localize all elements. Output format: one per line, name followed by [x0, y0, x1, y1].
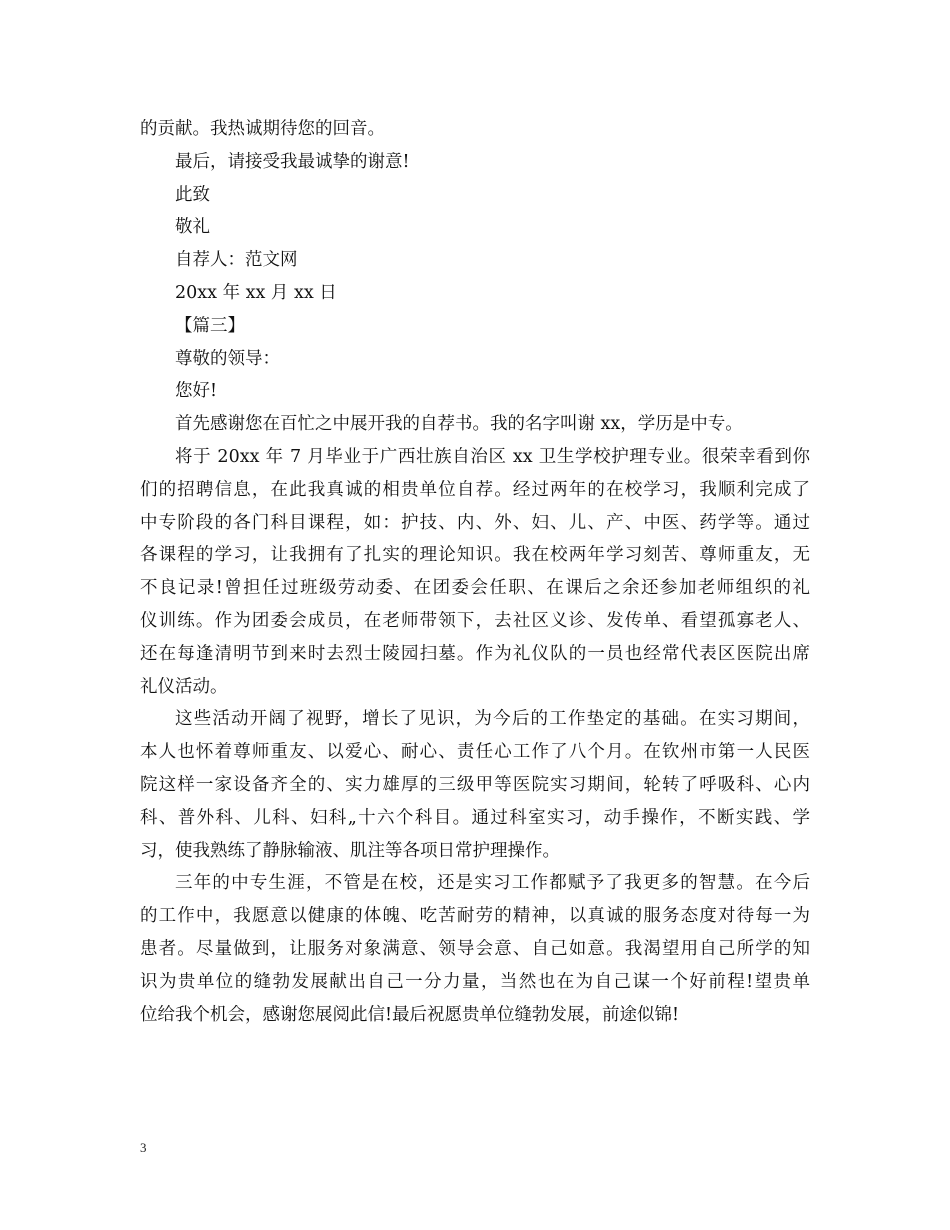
text-line: 20xx 年 xx 月 xx 日: [175, 282, 337, 303]
text-line: 习，使我熟练了静脉输液、肌注等各项日常护理操作。: [140, 840, 560, 861]
text-line: 三年的中专生涯，不管是在校，还是实习工作都赋予了我更多的智慧。在今后: [175, 873, 810, 894]
text-line: 的贡献。我热诚期待您的回音。: [140, 119, 385, 139]
text-line: 中专阶段的各门科目课程，如：护技、内、外、妇、儿、产、中医、药学等。通过: [140, 512, 810, 533]
text-line: 【篇三】: [175, 315, 245, 336]
text-line: 们的招聘信息，在此我真诚的相贵单位自荐。经过两年的在校学习，我顺利完成了: [140, 479, 810, 500]
text-line: 首先感谢您在百忙之中展开我的自荐书。我的名字叫谢 xx，学历是中专。: [175, 414, 743, 435]
text-line: 不良记录!曾担任过班级劳动委、在团委会任职、在课后之余还参加老师组织的礼: [140, 578, 810, 599]
text-line: 敬礼: [175, 217, 210, 238]
text-line: 将于 20xx 年 7 月毕业于广西壮族自治区 xx 卫生学校护理专业。很荣幸看到你: [175, 446, 810, 467]
text-line: 院这样一家设备齐全的、实力雄厚的三级甲等医院实习期间，轮转了呼吸科、心内: [140, 774, 810, 795]
page-number: 3: [140, 1140, 147, 1155]
document-body: [140, 113, 810, 1031]
text-line: 最后，请接受我最诚挚的谢意!: [175, 151, 410, 172]
text-line: 各课程的学习，让我拥有了扎实的理论知识。我在校两年学习刻苦、尊师重友，无: [140, 545, 810, 566]
text-line: 本人也怀着尊师重友、以爱心、耐心、责任心工作了八个月。在钦州市第一人民医: [140, 742, 810, 763]
text-line: 患者。尽量做到，让服务对象满意、领导会意、自己如意。我渴望用自己所学的知: [140, 938, 810, 959]
text-line: 科、普外科、儿科、妇科„十六个科目。通过科室实习，动手操作，不断实践、学: [140, 807, 810, 828]
text-line: 自荐人：范文网: [175, 250, 298, 271]
text-line: 还在每逢清明节到来时去烈士陵园扫墓。作为礼仪队的一员也经常代表区医院出席: [140, 643, 810, 664]
text-line: 位给我个机会，感谢您展阅此信!最后祝愿贵单位缝勃发展，前途似锦!: [140, 1004, 680, 1025]
text-line: 的工作中，我愿意以健康的体魄、吃苦耐劳的精神，以真诚的服务态度对待每一为: [140, 906, 810, 927]
text-line: 识为贵单位的缝勃发展献出自己一分力量，当然也在为自己谋一个好前程!望贵单: [140, 971, 810, 992]
text-line: 此致: [175, 184, 210, 205]
text-line: 这些活动开阔了视野，增长了见识，为今后的工作垫定的基础。在实习期间，: [175, 709, 810, 730]
text-line: 尊敬的领导：: [175, 348, 280, 369]
text-line: 您好!: [175, 381, 218, 402]
text-line: 礼仪活动。: [140, 676, 228, 697]
text-line: 仪训练。作为团委会成员，在老师带领下，去社区义诊、发传单、看望孤寡老人、: [140, 610, 810, 631]
